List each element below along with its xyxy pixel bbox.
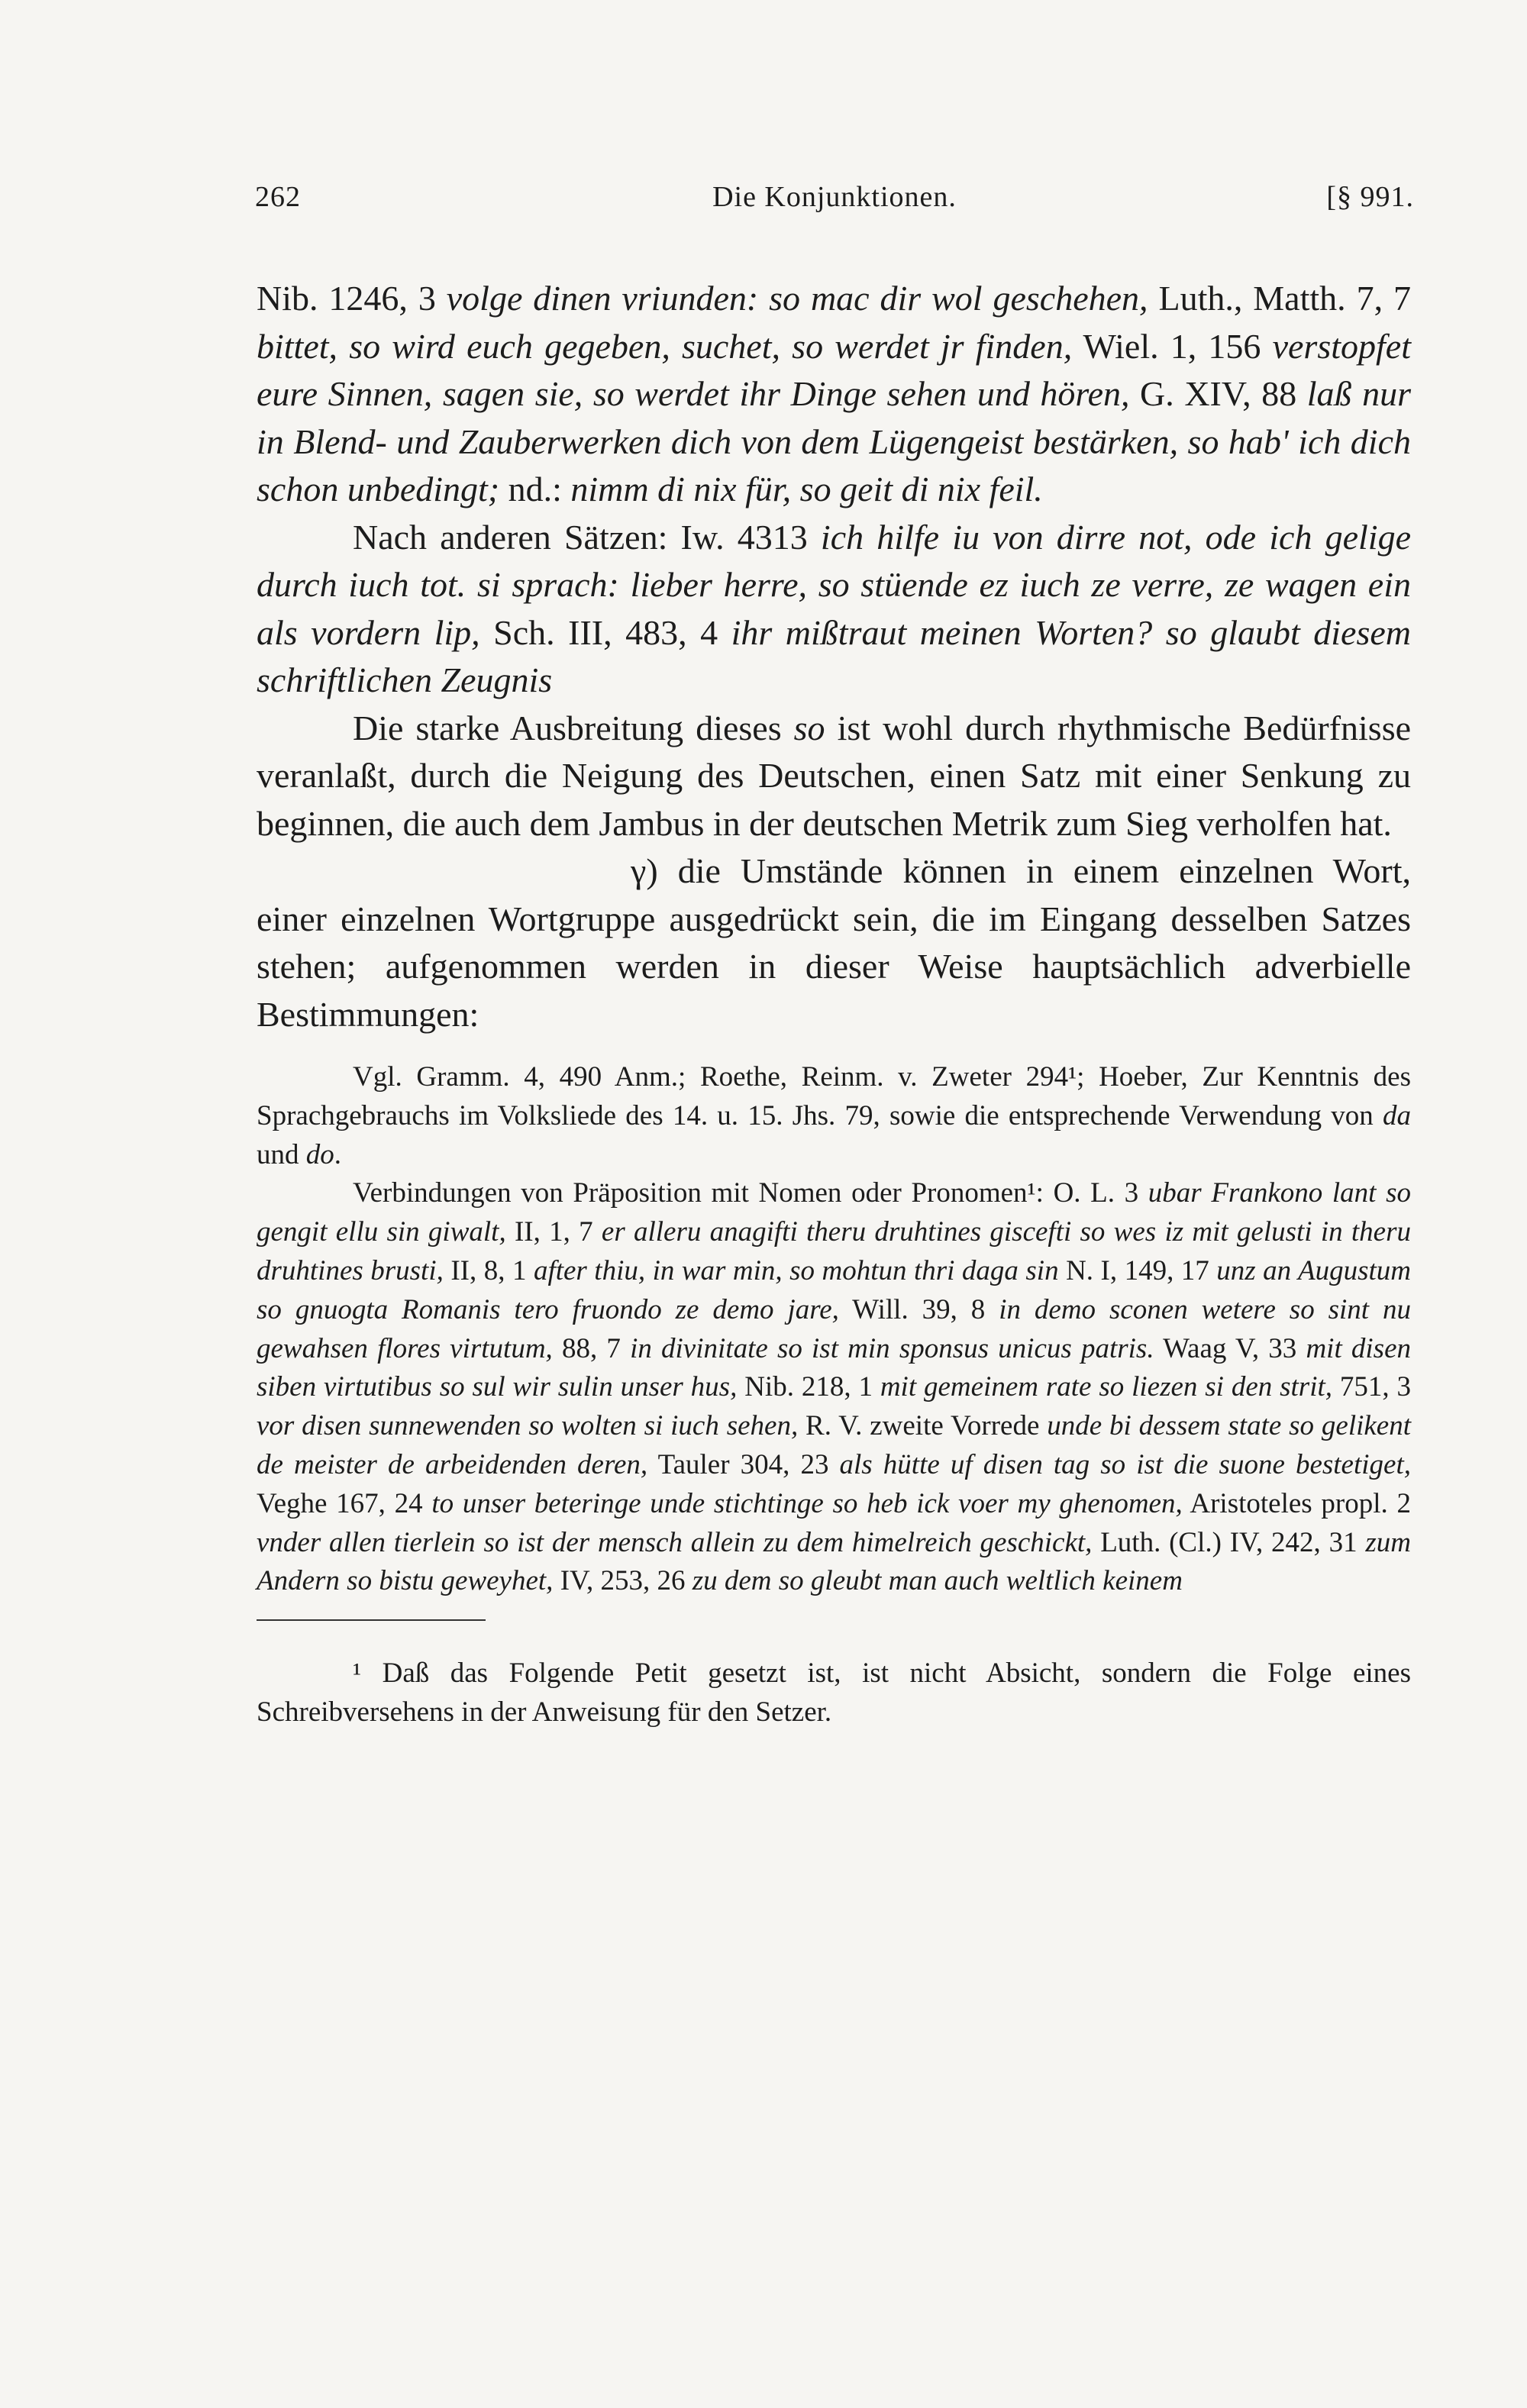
chapter-title: Die Konjunktionen. xyxy=(712,181,957,213)
text-run: . xyxy=(334,1138,341,1170)
citation: Tauler 304, 23 xyxy=(647,1448,840,1480)
citation: Verbindungen von Präposition mit Nomen oder Pronomen¹: O. L. 3 xyxy=(353,1177,1148,1209)
paragraph-discussion xyxy=(257,705,1411,848)
footnote xyxy=(257,1654,1411,1732)
citation: Aristoteles propl. 2 xyxy=(1182,1487,1411,1519)
quotation: nimm di nix für, so geit di nix feil. xyxy=(570,470,1043,508)
paragraph-prepositions xyxy=(257,1174,1411,1601)
paragraph-examples-1 xyxy=(257,275,1411,514)
text-run: Vgl. Gramm. 4, 490 Anm.; Roethe, Reinm. v. Zweter 294¹; Hoeber, Zur Kenntnis des Sprachgebrauchs im Volksliede des 14. u. 15. Jhs. 79, sowie die entsprechende Verwendung von xyxy=(257,1061,1411,1131)
paragraph-examples-2 xyxy=(257,514,1411,705)
quotation: to unser beteringe unde stichtinge so heb ick voer my ghenomen, xyxy=(431,1487,1183,1519)
quotation: zu dem so gleubt man auch weltlich keinem xyxy=(692,1565,1183,1597)
citation: II, 1, 7 xyxy=(505,1216,602,1248)
quotation: ubar Frankono lant so gengit ellu sin giwalt, xyxy=(257,1177,1411,1248)
citation: G. XIV, 88 xyxy=(1129,374,1307,413)
quotation: unz an Augustum so gnuogta Romanis tero fruondo ze demo jare, xyxy=(257,1254,1411,1325)
emphasis: so xyxy=(793,708,825,747)
citation: 88, 7 xyxy=(552,1332,631,1364)
section-number: [§ 991. xyxy=(1326,181,1414,213)
citation: Waag V, 33 xyxy=(1154,1332,1306,1364)
text-run: Die starke Ausbreitung dieses xyxy=(353,708,794,747)
quotation: als hütte uf disen tag so ist die suone bestetiget, xyxy=(839,1448,1411,1480)
quotation: vnder allen tierlein so ist der mensch allein zu dem himelreich geschickt, xyxy=(257,1526,1093,1558)
citation: II, 8, 1 xyxy=(443,1254,534,1286)
citation: Luth. (Cl.) IV, 242, 31 xyxy=(1092,1526,1366,1558)
quotation: unde bi dessem state so gelikent de meister de arbeidenden deren, xyxy=(257,1410,1411,1480)
quotation: ich hilfe iu von dirre not, ode ich gelige durch iuch tot. si sprach: lieber herre, so stüende ez iuch ze verre, ze wagen ein als vordern lip, xyxy=(257,517,1412,652)
citation: Nib. 218, 1 xyxy=(737,1371,880,1403)
page-number: 262 xyxy=(255,181,301,213)
quotation: after thiu, in war min, so mohtun thri daga sin xyxy=(533,1254,1059,1286)
citation: Nach anderen Sätzen: Iw. 4313 xyxy=(353,517,821,557)
citation: Veghe 167, 24 xyxy=(257,1487,432,1519)
citation: Will. 39, 8 xyxy=(838,1293,999,1325)
quotation: mit gemeinem rate so liezen si den strit, xyxy=(880,1371,1333,1403)
citation: IV, 253, 26 xyxy=(553,1565,692,1597)
paragraph-references xyxy=(257,1058,1411,1174)
citation: R. V. zweite Vorrede xyxy=(798,1410,1048,1442)
citation: N. I, 149, 17 xyxy=(1058,1254,1217,1286)
text-run: ist wohl durch rhythmische Bedürfnisse veranlaßt, durch die Neigung des Deutschen, einen Satz mit einer Senkung zu beginnen, die auch dem Jambus in der deutschen Metrik zum Sieg verholfen hat. xyxy=(257,708,1412,843)
quotation: in divinitate so ist min sponsus unicus patris. xyxy=(630,1332,1154,1364)
citation: Wiel. 1, 156 xyxy=(1072,326,1273,366)
quotation: laß nur in Blend- und Zauberwerken dich von dem Lügengeist bestärken, so hab' ich dich schon unbedingt; xyxy=(257,374,1411,508)
emphasis: do xyxy=(305,1138,334,1170)
citation: Sch. III, 483, 4 xyxy=(479,612,731,652)
main-text xyxy=(257,275,1411,1732)
running-header xyxy=(255,180,1414,226)
footnote-divider xyxy=(257,1619,486,1621)
quotation: bittet, so wird euch gegeben, suchet, so werdet jr finden, xyxy=(257,326,1073,366)
emphasis: da xyxy=(1383,1099,1411,1131)
quotation: er alleru anagifti theru druhtines giscefti so wes iz mit gelusti in theru druhtines brusti, xyxy=(257,1216,1411,1286)
citation: nd.: xyxy=(499,470,571,508)
text-run: und xyxy=(257,1138,306,1170)
paragraph-gamma xyxy=(257,847,1411,1038)
quotation: zum Andern so bistu geweyhet, xyxy=(257,1526,1411,1597)
footnote-text: ¹ Daß das Folgende Petit gesetzt ist, ist nicht Absicht, sondern die Folge eines Schreibversehens in der Anweisung für den Setzer. xyxy=(257,1658,1411,1728)
text-run: γ) die Umstände können in einem einzelnen Wort, einer einzelnen Wortgruppe ausgedrückt sein, die im Eingang desselben Satzes stehen; aufgenommen werden in dieser Weise hauptsächlich adverbielle Bestimmungen: xyxy=(257,851,1411,1034)
citation: 751, 3 xyxy=(1332,1371,1412,1403)
citation: Nib. 1246, 3 xyxy=(257,279,447,318)
quotation: vor disen sunnewenden so wolten si iuch sehen, xyxy=(257,1410,799,1442)
quotation: volge dinen vriunden: so mac dir wol geschehen, xyxy=(446,279,1148,318)
quotation: verstopfet eure Sinnen, sagen sie, so werdet ihr Dinge sehen und hören, xyxy=(257,326,1411,413)
quotation: mit disen siben virtutibus so sul wir sulin unser hus, xyxy=(257,1332,1411,1403)
quotation: ihr mißtraut meinen Worten? so glaubt diesem schriftlichen Zeugnis xyxy=(257,612,1411,699)
citation: Luth., Matth. 7, 7 xyxy=(1148,279,1411,318)
quotation: in demo sconen wetere so sint nu gewahsen flores virtutum, xyxy=(257,1293,1411,1364)
